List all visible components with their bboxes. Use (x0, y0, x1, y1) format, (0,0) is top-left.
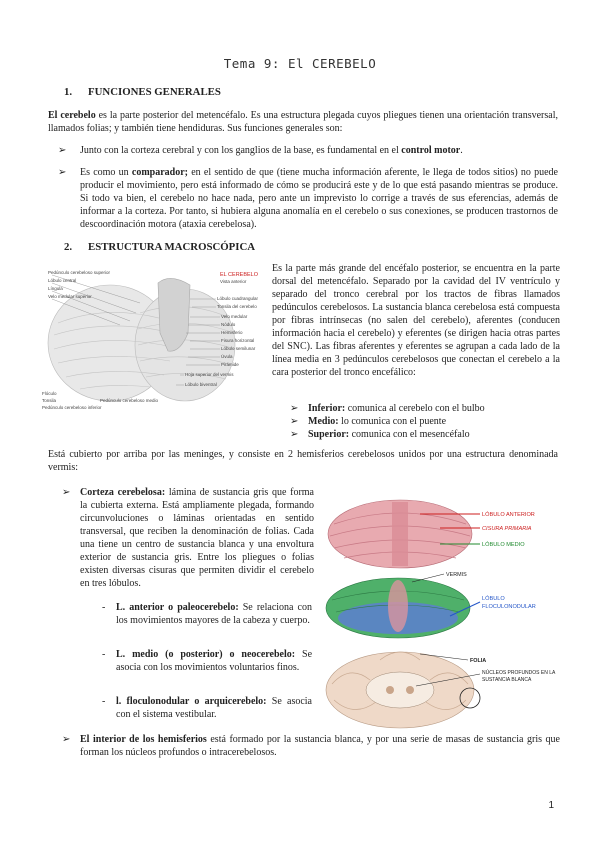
label-lobulo-medio: LÓBULO MEDIO (482, 542, 525, 548)
peduncle-list (290, 402, 560, 441)
corteza-text: lámina de sustancia gris que forma la cubierta externa. Está ampliamente plegada, formando circunvoluciones o láminas orientadas en sentido transversal, que reciben la denominación de folias. Cada una tiene un centro de sustancia blanca y una envoltura exterior de sustancia gris. Entre los pliegues o folias existen diversas cisuras que permiten dividir el cerebelo en tres lóbulos. (80, 487, 314, 589)
arrow-bullet-icon: ➢ (290, 403, 299, 414)
peduncle-1-text: lo comunica con el puente (338, 416, 447, 427)
fig1-label-left-7: Pedúnculo cerebeloso inferior (42, 405, 102, 410)
fig1-label-right-8: Pirámide (221, 362, 239, 367)
fig1-label-right-10: Lóbulo biventral (185, 382, 217, 387)
bullet-control-motor (58, 144, 558, 157)
label-lobulo-anterior: LÓBULO ANTERIOR (482, 512, 535, 518)
lobe-item: - l. floculonodular o arquicerebelo: Se asocia con el sistema vestibular. (102, 696, 312, 720)
bullet-corteza (62, 486, 314, 590)
bullet-interior (62, 733, 560, 759)
arrow-bullet-icon: ➢ (58, 167, 67, 178)
page-number: 1 (548, 800, 554, 811)
peduncle-item (290, 415, 560, 428)
lobe-1-text: Se asocia con los movimientos voluntarios finos. (116, 649, 313, 673)
label-vermis: VERMIS (446, 572, 467, 578)
bullet-2-pre: Es como un (80, 167, 132, 178)
peduncle-0-bold: Inferior: (308, 403, 346, 414)
fig1-subtitle: Vista anterior (220, 279, 247, 284)
fig1-label-right-5: Fisura horizontal (221, 338, 255, 343)
section-2-title: ESTRUCTURA MACROSCÓPICA (88, 241, 256, 253)
peduncle-2-text: comunica con el mesencéfalo (349, 429, 470, 440)
fig1-label-left-0: Pedúnculo cerebeloso superior (48, 270, 111, 275)
peduncle-item (290, 428, 560, 441)
fig1-label-left-6: Pedúnculo cerebeloso medio (100, 398, 159, 403)
bullet-1-post: . (460, 145, 463, 156)
section-1-title: FUNCIONES GENERALES (88, 86, 221, 98)
label-cisura-primaria: CISURA PRIMARIA (482, 526, 532, 532)
lobe-0-text: Se relaciona con los movimientos mayores de la cabeza y cuerpo. (116, 602, 312, 626)
peduncle-2-bold: Superior: (308, 429, 350, 440)
peduncle-item (290, 402, 560, 415)
interior-text: está formado por la sustancia blanca, y por una serie de masas de sustancia gris que forman los núcleos profundos o intracerebelosos. (80, 734, 560, 758)
corteza-bold: Corteza cerebelosa: (80, 487, 166, 498)
peduncle-0-text: comunica al cerebelo con el bulbo (345, 403, 485, 414)
fig1-label-left-5: Tonsila (42, 398, 57, 403)
section-1-heading (64, 86, 221, 98)
bullet-1-pre: Junto con la corteza cerebral y con los ganglios de la base, es fundamental en el (80, 145, 402, 156)
intro-bold: El cerebelo (48, 110, 96, 121)
interior-bold: El interior de los hemisferios (80, 734, 207, 745)
lobe-1-bold: L. medio (o posterior) o neocerebelo: (116, 649, 296, 660)
fig1-label-right-7: Úvula (221, 354, 233, 359)
fig1-label-right-9: Hoja superior del vermis (185, 372, 234, 377)
arrow-bullet-icon: ➢ (290, 429, 299, 440)
label-nucleos: NÚCLEOS PROFUNDOS EN LA (482, 670, 556, 676)
bullet-2-bold: comparador; (131, 167, 188, 178)
lobe-2-bold: l. floculonodular o arquicerebelo: (116, 696, 267, 707)
fig1-title: EL CEREBELO (220, 272, 259, 278)
fig1-label-right-6: Lóbulo semilunar (221, 346, 256, 351)
intro-text: es la parte posterior del metencéfalo. Es una estructura plegada cuyos pliegues tienen una orientación transversal, llamados folias; y también tiene hendiduras. Sus funciones generales son: (48, 110, 558, 134)
bullet-comparador (58, 166, 558, 231)
page-title: Tema 9: El CEREBELO (223, 56, 377, 71)
arrow-bullet-icon: ➢ (58, 145, 67, 156)
covered-paragraph: Está cubierto por arriba por las meninges, y consiste en 2 hemisferios cerebelosos unidos por una estructura denominada vermis: (48, 449, 558, 473)
arrow-bullet-icon: ➢ (62, 734, 71, 745)
arrow-bullet-icon: ➢ (62, 487, 71, 498)
lobe-2-text: Se asocia con el sistema vestibular. (116, 696, 312, 720)
fig1-label-left-1: Lóbulo central (48, 278, 77, 283)
section-2-heading (64, 241, 255, 253)
fig1-label-right-0: Lóbulo cuadrangular (217, 296, 259, 301)
fig1-label-left-3: Velo medular superior (48, 294, 92, 299)
fig1-label-right-3: Nódulo (221, 322, 236, 327)
label-sustancia-blanca: SUSTANCIA BLANCA (482, 677, 532, 683)
bullet-2-post: en el sentido de que (tiene mucha información aferente, le llega de todos sitios) no puede producir el movimiento, pero está informado de cómo se producirá este y de lo que está pasando mientras se produce. Si todo va bien, el cerebelo no hace nada, pero ante un imprevisto lo corrige a través de sus eferencias, además de informar a la corteza. Por tanto, si hubiera alguna anomalía en el cerebelo o sus conexiones, se producen trastornos de descoordinación motora (ataxia cerebelosa). (80, 167, 558, 230)
structure-paragraph: Es la parte más grande del encéfalo posterior, se encuentra en la parte dorsal del metencéfalo. Separado por la cavidad del IV ventrículo y separado del tronco cerebral por los tractos de fibras llamados pedúnculos cerebelosos. La sustancia blanca cerebelosa está compuesta por fibras intrínsecas (no salen del cerebelo), aferentes (conducen información hacia el cerebelo) y eferentes (se dirigen hacia otras partes del SNC). Las fibras aferentes y eferentes se agrupan a cada lado de la línea media en 3 pedúnculos cerebelosos que conectan el cerebelo a la cara posterior del tronco encefálico: (272, 263, 560, 378)
cerebellum-anterior-figure (40, 263, 262, 413)
intro-paragraph (48, 109, 558, 135)
fig1-label-right-4: Hemisferio (221, 330, 243, 335)
fig1-label-right-2: Velo medular (221, 314, 248, 319)
arrow-bullet-icon: ➢ (290, 416, 299, 427)
label-folia: FOLIA (470, 658, 487, 664)
fig1-label-left-2: Língula (48, 286, 63, 291)
bullet-1-bold: control motor (401, 145, 461, 156)
fig1-label-right-1: Tonsila del cerebelo (217, 304, 257, 309)
peduncle-1-bold: Medio: (308, 416, 339, 427)
label-lobulo-flocculo: LÓBULO (482, 596, 505, 602)
section-1-number: 1. (64, 86, 73, 98)
label-floculonodular: FLOCULONODULAR (482, 604, 536, 610)
lobe-item: - L. anterior o paleocerebelo: Se relaciona con los movimientos mayores de la cabeza y cuerpo. (102, 602, 312, 626)
fig1-label-left-4: Flóculo (42, 391, 57, 396)
cerebellum-lobes-figure (320, 494, 566, 734)
lobe-item: - L. medio (o posterior) o neocerebelo: Se asocia con los movimientos voluntarios finos. (102, 649, 313, 673)
section-2-number: 2. (64, 241, 73, 253)
lobe-0-bold: L. anterior o paleocerebelo: (116, 602, 239, 613)
